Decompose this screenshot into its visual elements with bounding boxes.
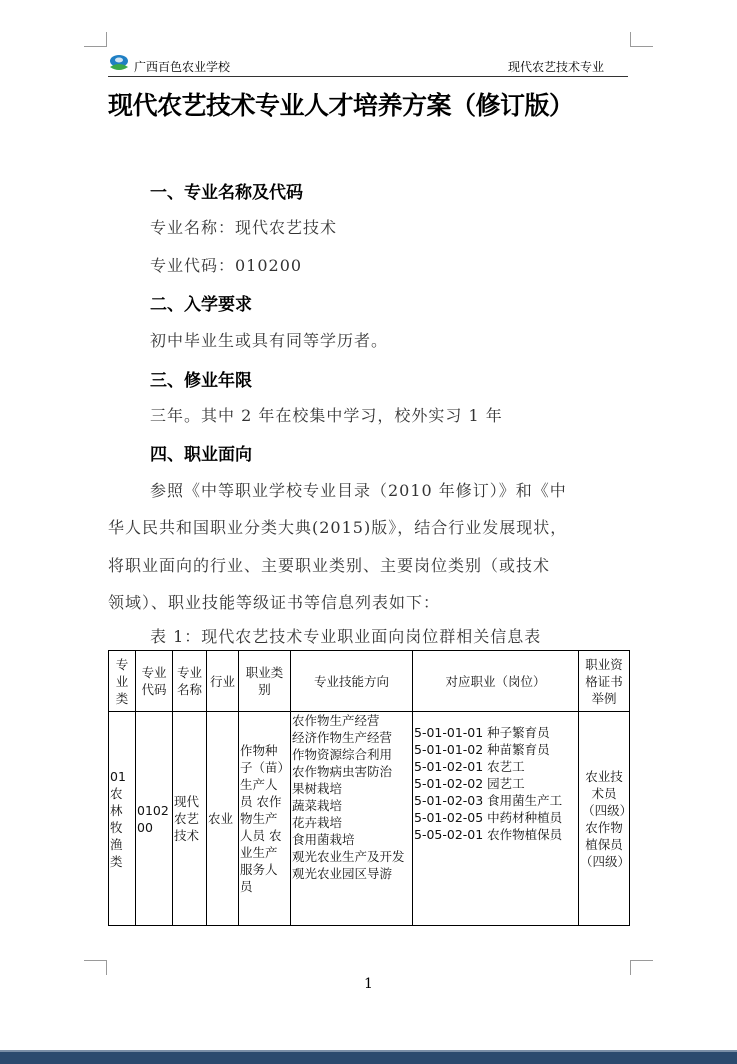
job-item: 5-01-01-01 种子繁育员 xyxy=(414,725,550,740)
skill-item: 观光农业生产及开发 xyxy=(292,849,405,864)
cell-skill-directions xyxy=(291,712,413,926)
skill-item: 作物资源综合利用 xyxy=(292,747,393,762)
section-heading-4: 四、职业面向 xyxy=(150,445,252,465)
header-cell: 专业技能方向 xyxy=(291,651,413,712)
duration-text: 三年。其中 2 年在校集中学习，校外实习 1 年 xyxy=(150,406,503,425)
page-corner-mark-top-left xyxy=(84,32,107,47)
job-item: 5-01-02-01 农艺工 xyxy=(414,759,525,774)
skill-item: 食用菌栽培 xyxy=(292,832,355,847)
skill-item: 花卉栽培 xyxy=(292,815,343,830)
skill-item: 观光农业园区导游 xyxy=(292,866,393,881)
cell-certificates: 农业技术员（四级）农作物植保员（四级） xyxy=(579,712,630,926)
page-corner-mark-bottom-left xyxy=(84,960,107,975)
major-name-line: 专业名称：现代农艺技术 xyxy=(150,218,338,237)
page-number: 1 xyxy=(364,976,373,992)
job-item: 5-01-02-05 中药材种植员 xyxy=(414,810,563,825)
cell-code: 010200 xyxy=(136,712,173,926)
table-row xyxy=(109,712,630,926)
header-major-name: 现代农艺技术专业 xyxy=(507,60,604,74)
window-bottom-bar xyxy=(0,1050,737,1064)
cell-category: 01 农林牧渔类 xyxy=(109,712,136,926)
skill-item: 蔬菜栽培 xyxy=(292,798,343,813)
document-title: 现代农艺技术专业人才培养方案（修订版） xyxy=(108,91,574,120)
job-item: 5-01-02-03 食用菌生产工 xyxy=(414,793,563,808)
header-cell: 职业类别 xyxy=(239,651,291,712)
skill-item: 果树栽培 xyxy=(292,781,343,796)
header-cell: 行业 xyxy=(207,651,239,712)
skill-item: 农作物生产经营 xyxy=(292,713,380,728)
career-info-table xyxy=(108,650,630,926)
job-item: 5-01-02-02 园艺工 xyxy=(414,776,525,791)
header-cell: 专业代码 xyxy=(136,651,173,712)
header-school-name: 广西百色农业学校 xyxy=(134,60,231,74)
admission-text: 初中毕业生或具有同等学历者。 xyxy=(150,331,389,350)
career-paragraph-line-1: 参照《中等职业学校专业目录（2010 年修订）》和《中 xyxy=(150,481,567,500)
job-item: 5-01-01-02 种苗繁育员 xyxy=(414,742,550,757)
major-code-line: 专业代码：010200 xyxy=(150,256,303,275)
cell-industry: 农业 xyxy=(207,712,239,926)
school-logo-icon xyxy=(108,53,130,73)
skill-item: 农作物病虫害防治 xyxy=(292,764,393,779)
career-paragraph-line-3: 将职业面向的行业、主要职业类别、主要岗位类别（或技术 xyxy=(108,556,551,575)
header-cell: 职业资格证书举例 xyxy=(579,651,630,712)
table-header-row xyxy=(109,651,630,712)
page-corner-mark-top-right xyxy=(630,32,653,47)
table-caption: 表 1：现代农艺技术专业职业面向岗位群相关信息表 xyxy=(150,627,542,646)
header-cell: 专业名称 xyxy=(173,651,207,712)
skill-item: 经济作物生产经营 xyxy=(292,730,393,745)
section-heading-3: 三、修业年限 xyxy=(150,371,252,391)
career-paragraph-line-4: 领域）、职业技能等级证书等信息列表如下： xyxy=(108,593,441,612)
header-cell: 专业类 xyxy=(109,651,136,712)
career-paragraph-line-2: 华人民共和国职业分类大典(2015)版》，结合行业发展现状， xyxy=(108,518,568,537)
page-corner-mark-bottom-right xyxy=(630,960,653,975)
page-header xyxy=(108,52,628,77)
section-heading-1: 一、专业名称及代码 xyxy=(150,183,303,203)
cell-major-name: 现代农艺技术 xyxy=(173,712,207,926)
section-heading-2: 二、入学要求 xyxy=(150,295,252,315)
job-item: 5-05-02-01 农作物植保员 xyxy=(414,827,563,842)
cell-jobs xyxy=(413,712,579,926)
cell-job-types: 作物种子（苗）生产人员 农作物生产人员 农业生产服务人员 xyxy=(239,712,291,926)
header-cell: 对应职业（岗位） xyxy=(413,651,579,712)
